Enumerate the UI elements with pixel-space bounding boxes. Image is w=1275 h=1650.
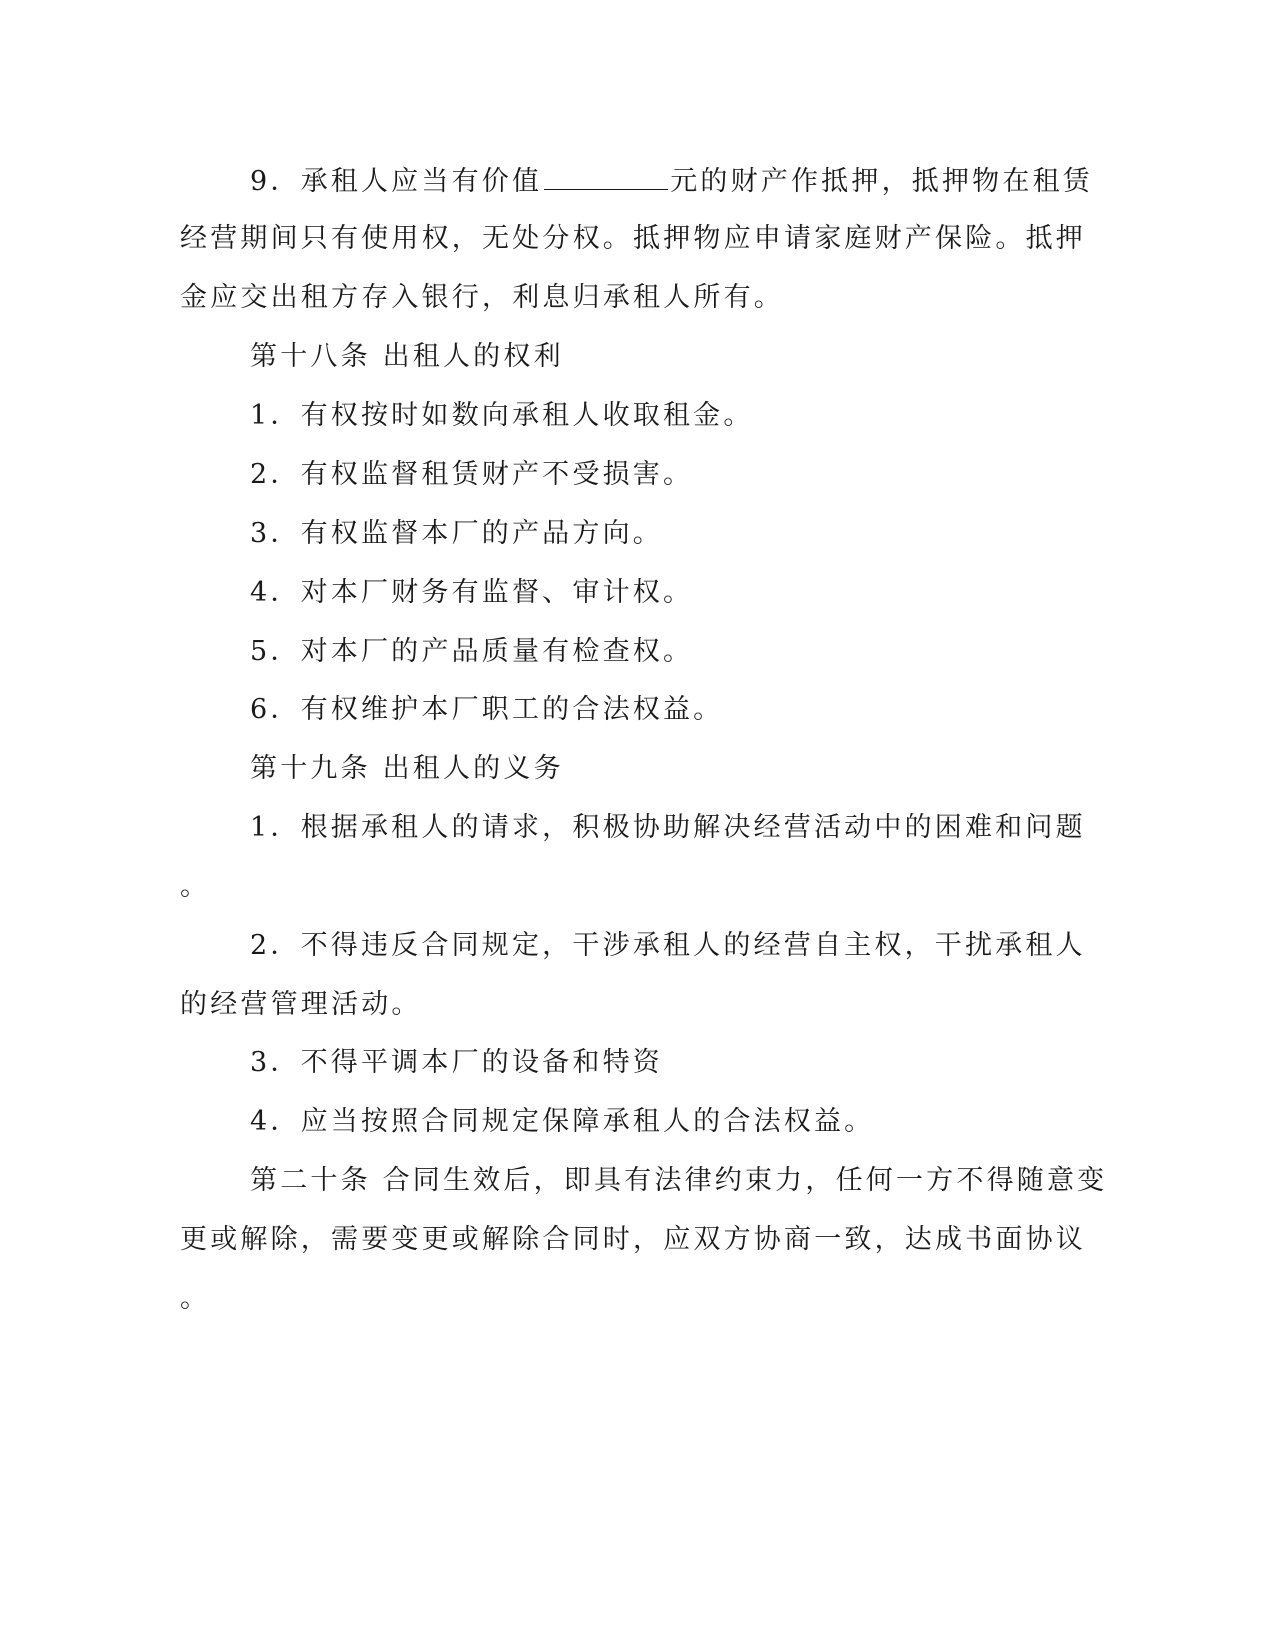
article-18-item: 4．对本厂财务有监督、审计权。 [250, 577, 694, 608]
article-18-item: 1．有权按时如数向承租人收取租金。 [250, 400, 754, 431]
clause-9-line-3: 金应交出租方存入银行，利息归承租人所有。 [180, 282, 784, 313]
article-19-item-1-line-1: 1．根据承租人的请求，积极协助解决经营活动中的困难和问题 [250, 812, 1086, 843]
article-19-item-2-line-1: 2．不得违反合同规定，干涉承租人的经营自主权，干扰承租人 [250, 930, 1086, 961]
article-18-item: 6．有权维护本厂职工的合法权益。 [250, 694, 724, 725]
article-19-item-4: 4．应当按照合同规定保障承租人的合法权益。 [250, 1106, 875, 1137]
article-18-item: 2．有权监督租赁财产不受损害。 [250, 459, 694, 490]
article-18-item: 3．有权监督本厂的产品方向。 [250, 518, 663, 549]
article-19-item-2-line-2: 的经营管理活动。 [180, 989, 422, 1020]
article-18-heading: 第十八条 出租人的权利 [250, 341, 564, 372]
clause-9-line-1 [250, 163, 1093, 200]
article-20-line-2: 更或解除，需要变更或解除合同时，应双方协商一致，达成书面协议 [180, 1224, 1086, 1255]
clause-9-text-before: 9．承租人应当有价值 [250, 166, 543, 197]
value-blank [544, 163, 668, 190]
article-20-line-3: 。 [180, 1283, 211, 1314]
article-18-item: 5．对本厂的产品质量有检查权。 [250, 636, 694, 667]
clause-9-text-after: 元的财产作抵押，抵押物在租赁 [670, 166, 1093, 197]
article-20-line-1: 第二十条 合同生效后，即具有法律约束力，任何一方不得随意变 [250, 1165, 1108, 1196]
article-19-heading: 第十九条 出租人的义务 [250, 753, 564, 784]
article-19-item-1-line-2: 。 [180, 871, 211, 902]
clause-9-line-2: 经营期间只有使用权，无处分权。抵押物应申请家庭财产保险。抵押 [180, 223, 1086, 254]
article-19-item-3: 3．不得平调本厂的设备和特资 [250, 1047, 663, 1078]
